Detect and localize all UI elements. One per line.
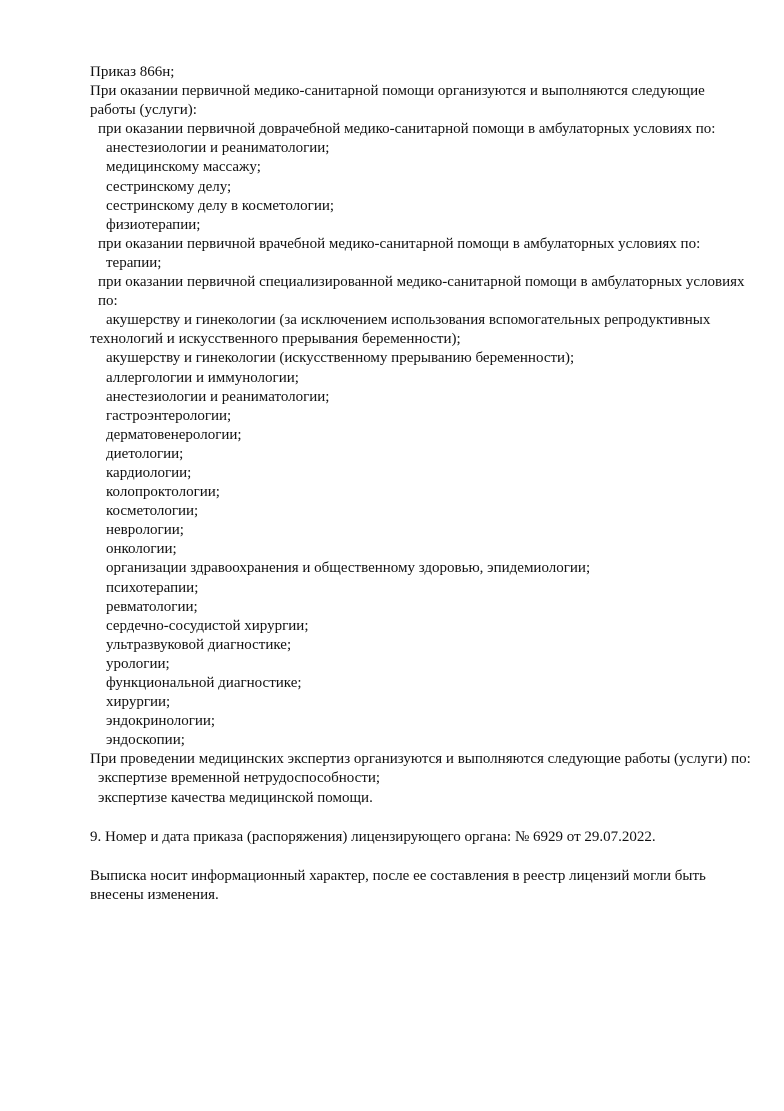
list-item: экспертизе временной нетрудоспособности;: [98, 770, 381, 787]
list-item: эндоскопии;: [106, 732, 185, 749]
list-item: организации здравоохранения и общественному здоровью, эпидемиологии;: [106, 560, 591, 577]
list-item: акушерству и гинекологии (за исключением использования вспомогательных репродуктивных технологий и искусственного прерывания беременности);: [90, 312, 711, 348]
list-item: терапии;: [106, 254, 162, 271]
list-item: сердечно-сосудистой хирургии;: [106, 617, 309, 634]
prevrach-list: [90, 139, 754, 234]
expertise-intro: При проведении медицинских экспертиз организуются и выполняются следующие работы (услуги) по:: [90, 751, 751, 768]
list-item: урологии;: [106, 655, 170, 672]
list-item: анестезиологии и реаниматологии;: [106, 388, 330, 405]
order-number-line: 9. Номер и дата приказа (распоряжения) лицензирующего органа: № 6929 от 29.07.2022.: [90, 828, 656, 845]
list-item: колопроктологии;: [106, 484, 220, 501]
disclaimer-text: Выписка носит информационный характер, после ее составления в реестр лицензий могли быть внесены изменения.: [90, 867, 706, 903]
list-item: ревматологии;: [106, 598, 198, 615]
spec-list: [90, 311, 754, 750]
list-item: медицинскому массажу;: [106, 159, 261, 176]
list-item: сестринскому делу в косметологии;: [106, 197, 335, 214]
vrach-list: [90, 254, 754, 273]
list-item: экспертизе качества медицинской помощи.: [98, 789, 373, 806]
list-item: функциональной диагностике;: [106, 675, 302, 691]
list-item: дерматовенерологии;: [106, 426, 242, 443]
list-item: косметологии;: [106, 503, 199, 520]
spacer: [90, 847, 754, 867]
list-item: ультразвуковой диагностике;: [106, 636, 292, 653]
list-item: акушерству и гинекологии (искусственному прерыванию беременности);: [106, 350, 575, 367]
vrach-section-intro: при оказании первичной врачебной медико-санитарной помощи в амбулаторных условиях по:: [98, 235, 701, 252]
list-item: онкологии;: [106, 541, 177, 558]
prevrach-section-intro: при оказании первичной доврачебной медико-санитарной помощи в амбулаторных условиях по:: [98, 121, 716, 138]
order-reference: Приказ 866н;: [90, 64, 175, 80]
spec-section-intro: при оказании первичной специализированной медико-санитарной помощи в амбулаторных условиях по:: [98, 274, 745, 310]
list-item: хирургии;: [106, 694, 171, 711]
list-item: психотерапии;: [106, 579, 199, 596]
list-item: физиотерапии;: [106, 216, 201, 233]
list-item: неврологии;: [106, 522, 184, 539]
list-item: сестринскому делу;: [106, 178, 232, 195]
list-item: анестезиологии и реаниматологии;: [106, 140, 330, 157]
list-item: диетологии;: [106, 445, 184, 462]
spacer: [90, 808, 754, 828]
primary-care-intro: При оказании первичной медико-санитарной помощи организуются и выполняются следующие работы (услуги):: [90, 83, 705, 119]
document-body: [90, 63, 754, 905]
list-item: эндокринологии;: [106, 713, 216, 730]
list-item: аллергологии и иммунологии;: [106, 369, 299, 386]
expertise-list: [90, 769, 754, 807]
list-item: кардиологии;: [106, 464, 192, 481]
list-item: гастроэнтерологии;: [106, 407, 232, 424]
